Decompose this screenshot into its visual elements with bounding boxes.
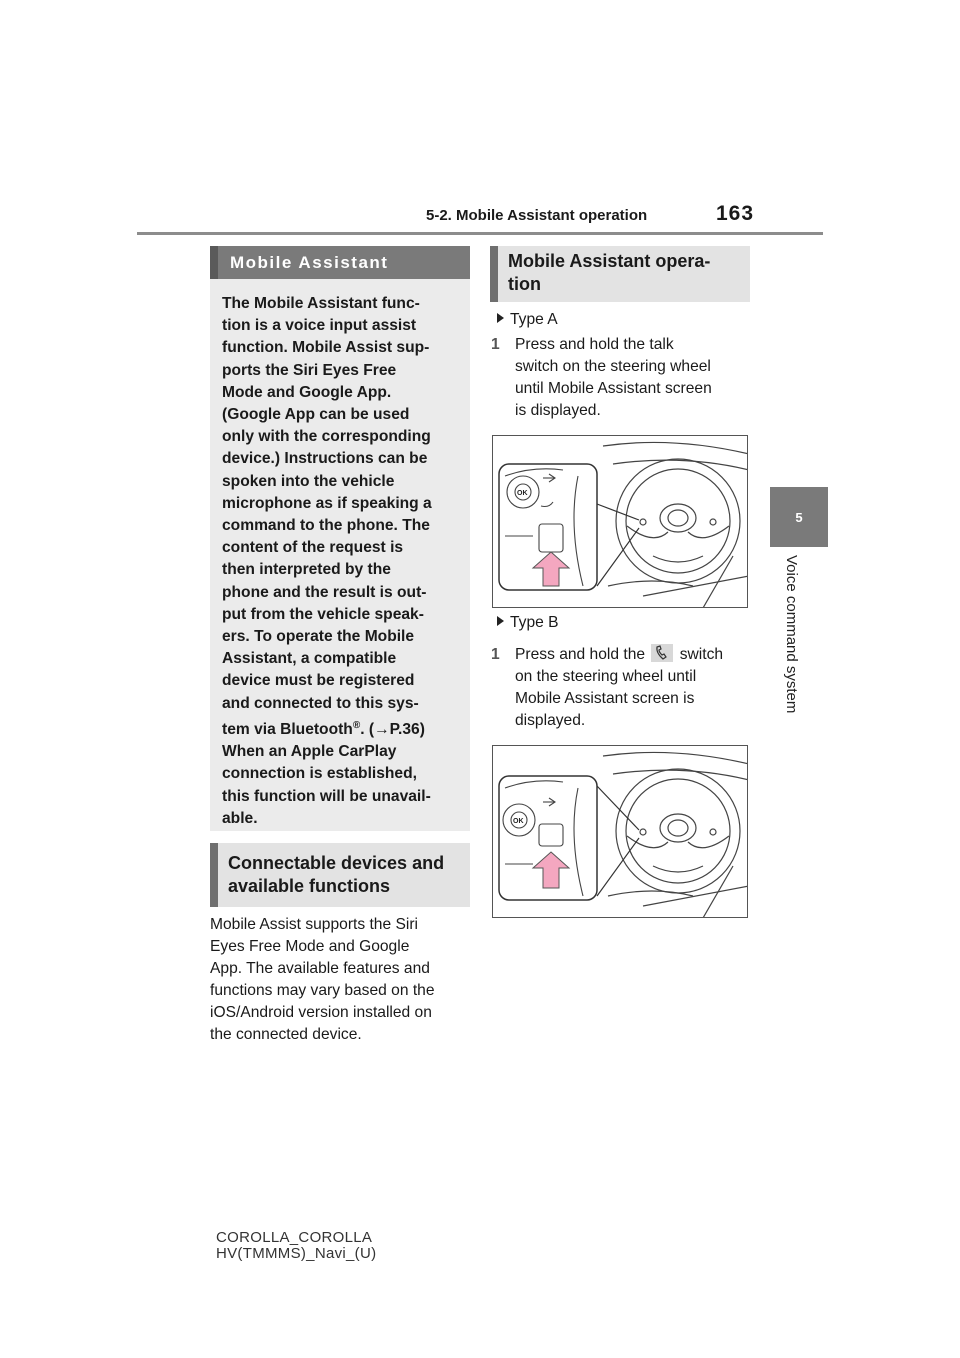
type-b-label	[497, 614, 559, 632]
intro-box	[210, 279, 470, 831]
intro-line: device must be registered	[222, 672, 415, 690]
heading-line: available functions	[228, 876, 391, 896]
step-text	[515, 644, 753, 732]
body-line: functions may vary based on the	[210, 982, 435, 999]
body-line: Mobile Assist supports the Siri	[210, 916, 419, 933]
page-number: 163	[716, 202, 755, 225]
heading-mobile-assistant-operation	[490, 246, 750, 302]
intro-line: only with the corresponding	[222, 428, 431, 446]
intro-line: this function will be unavail-	[222, 787, 431, 805]
intro-line: device.) Instructions can be	[222, 450, 428, 468]
step-text-after: switch	[679, 646, 724, 663]
step-number: 1	[491, 336, 500, 353]
type-b-text: Type B	[510, 614, 559, 631]
intro-line: ports the Siri Eyes Free	[222, 361, 397, 379]
intro-line: Assistant, a compatible	[222, 650, 397, 668]
intro-line: connection is established,	[222, 765, 417, 783]
intro-line: put from the vehicle speak-	[222, 605, 424, 623]
intro-line: tion is a voice input assist	[222, 317, 417, 335]
triangle-bullet-icon	[497, 313, 504, 323]
type-b-step	[491, 644, 753, 732]
page-reference-link[interactable]: . (→P.36)	[360, 721, 425, 739]
footer-line: HV(TMMMS)_Navi_(U)	[216, 1245, 377, 1262]
intro-line: microphone as if speaking a	[222, 494, 432, 512]
intro-line: phone and the result is out-	[222, 583, 427, 601]
type-a-step	[491, 334, 751, 422]
heading-line: tion	[508, 274, 541, 294]
intro-line: The Mobile Assistant func-	[222, 295, 420, 312]
registered-mark: ®	[352, 719, 361, 731]
figure-type-a	[492, 435, 748, 608]
intro-line: then interpreted by the	[222, 561, 391, 579]
triangle-bullet-icon	[497, 616, 504, 626]
step-number: 1	[491, 646, 500, 663]
chapter-tab[interactable]: 5	[770, 487, 828, 547]
phone-icon	[651, 644, 673, 662]
intro-line: Mode and Google App.	[222, 383, 392, 401]
step-line: Press and hold the talk	[515, 336, 674, 353]
step-line: Mobile Assistant screen is	[515, 690, 695, 707]
intro-line: command to the phone. The	[222, 517, 430, 535]
body-line: iOS/Android version installed on	[210, 1004, 432, 1021]
step-text	[515, 334, 751, 422]
step-line: on the steering wheel until	[515, 668, 697, 685]
ok-button-label: OK	[513, 818, 524, 825]
type-a-label	[497, 311, 558, 329]
intro-line-bluetooth	[222, 715, 462, 741]
heading-line: Mobile Assistant opera-	[508, 251, 711, 271]
heading-connectable-devices	[210, 843, 470, 907]
intro-line: able.	[222, 809, 258, 827]
step-line: is displayed.	[515, 402, 601, 419]
intro-line: When an Apple CarPlay	[222, 743, 397, 761]
step-line: switch on the steering wheel	[515, 358, 711, 375]
chapter-title: Voice command system	[783, 555, 800, 714]
figure-type-b	[492, 745, 748, 918]
header-rule	[137, 232, 823, 235]
intro-line: and connected to this sys-	[222, 694, 419, 712]
connectable-paragraph	[210, 914, 472, 1046]
intro-line: ers. To operate the Mobile	[222, 628, 415, 646]
bluetooth-text: tem via Bluetooth	[222, 721, 353, 739]
body-line: Eyes Free Mode and Google	[210, 938, 410, 955]
section-title: 5-2. Mobile Assistant operation	[426, 207, 648, 224]
step-line	[515, 644, 753, 666]
intro-line: spoken into the vehicle	[222, 472, 395, 490]
type-a-text: Type A	[510, 311, 558, 328]
intro-line: (Google App can be used	[222, 406, 410, 424]
step-line: displayed.	[515, 712, 586, 729]
body-line: the connected device.	[210, 1026, 362, 1043]
step-line: until Mobile Assistant screen	[515, 380, 712, 397]
footer-line: COROLLA_COROLLA	[216, 1229, 373, 1246]
step-text-before: Press and hold the	[515, 646, 646, 663]
footer-model-code	[216, 1230, 376, 1262]
heading-mobile-assistant: Mobile Assistant	[210, 246, 470, 279]
ok-button-label: OK	[517, 490, 528, 497]
intro-line: content of the request is	[222, 539, 404, 557]
heading-line: Connectable devices and	[228, 853, 445, 873]
body-line: App. The available features and	[210, 960, 430, 977]
intro-line: function. Mobile Assist sup-	[222, 339, 430, 357]
